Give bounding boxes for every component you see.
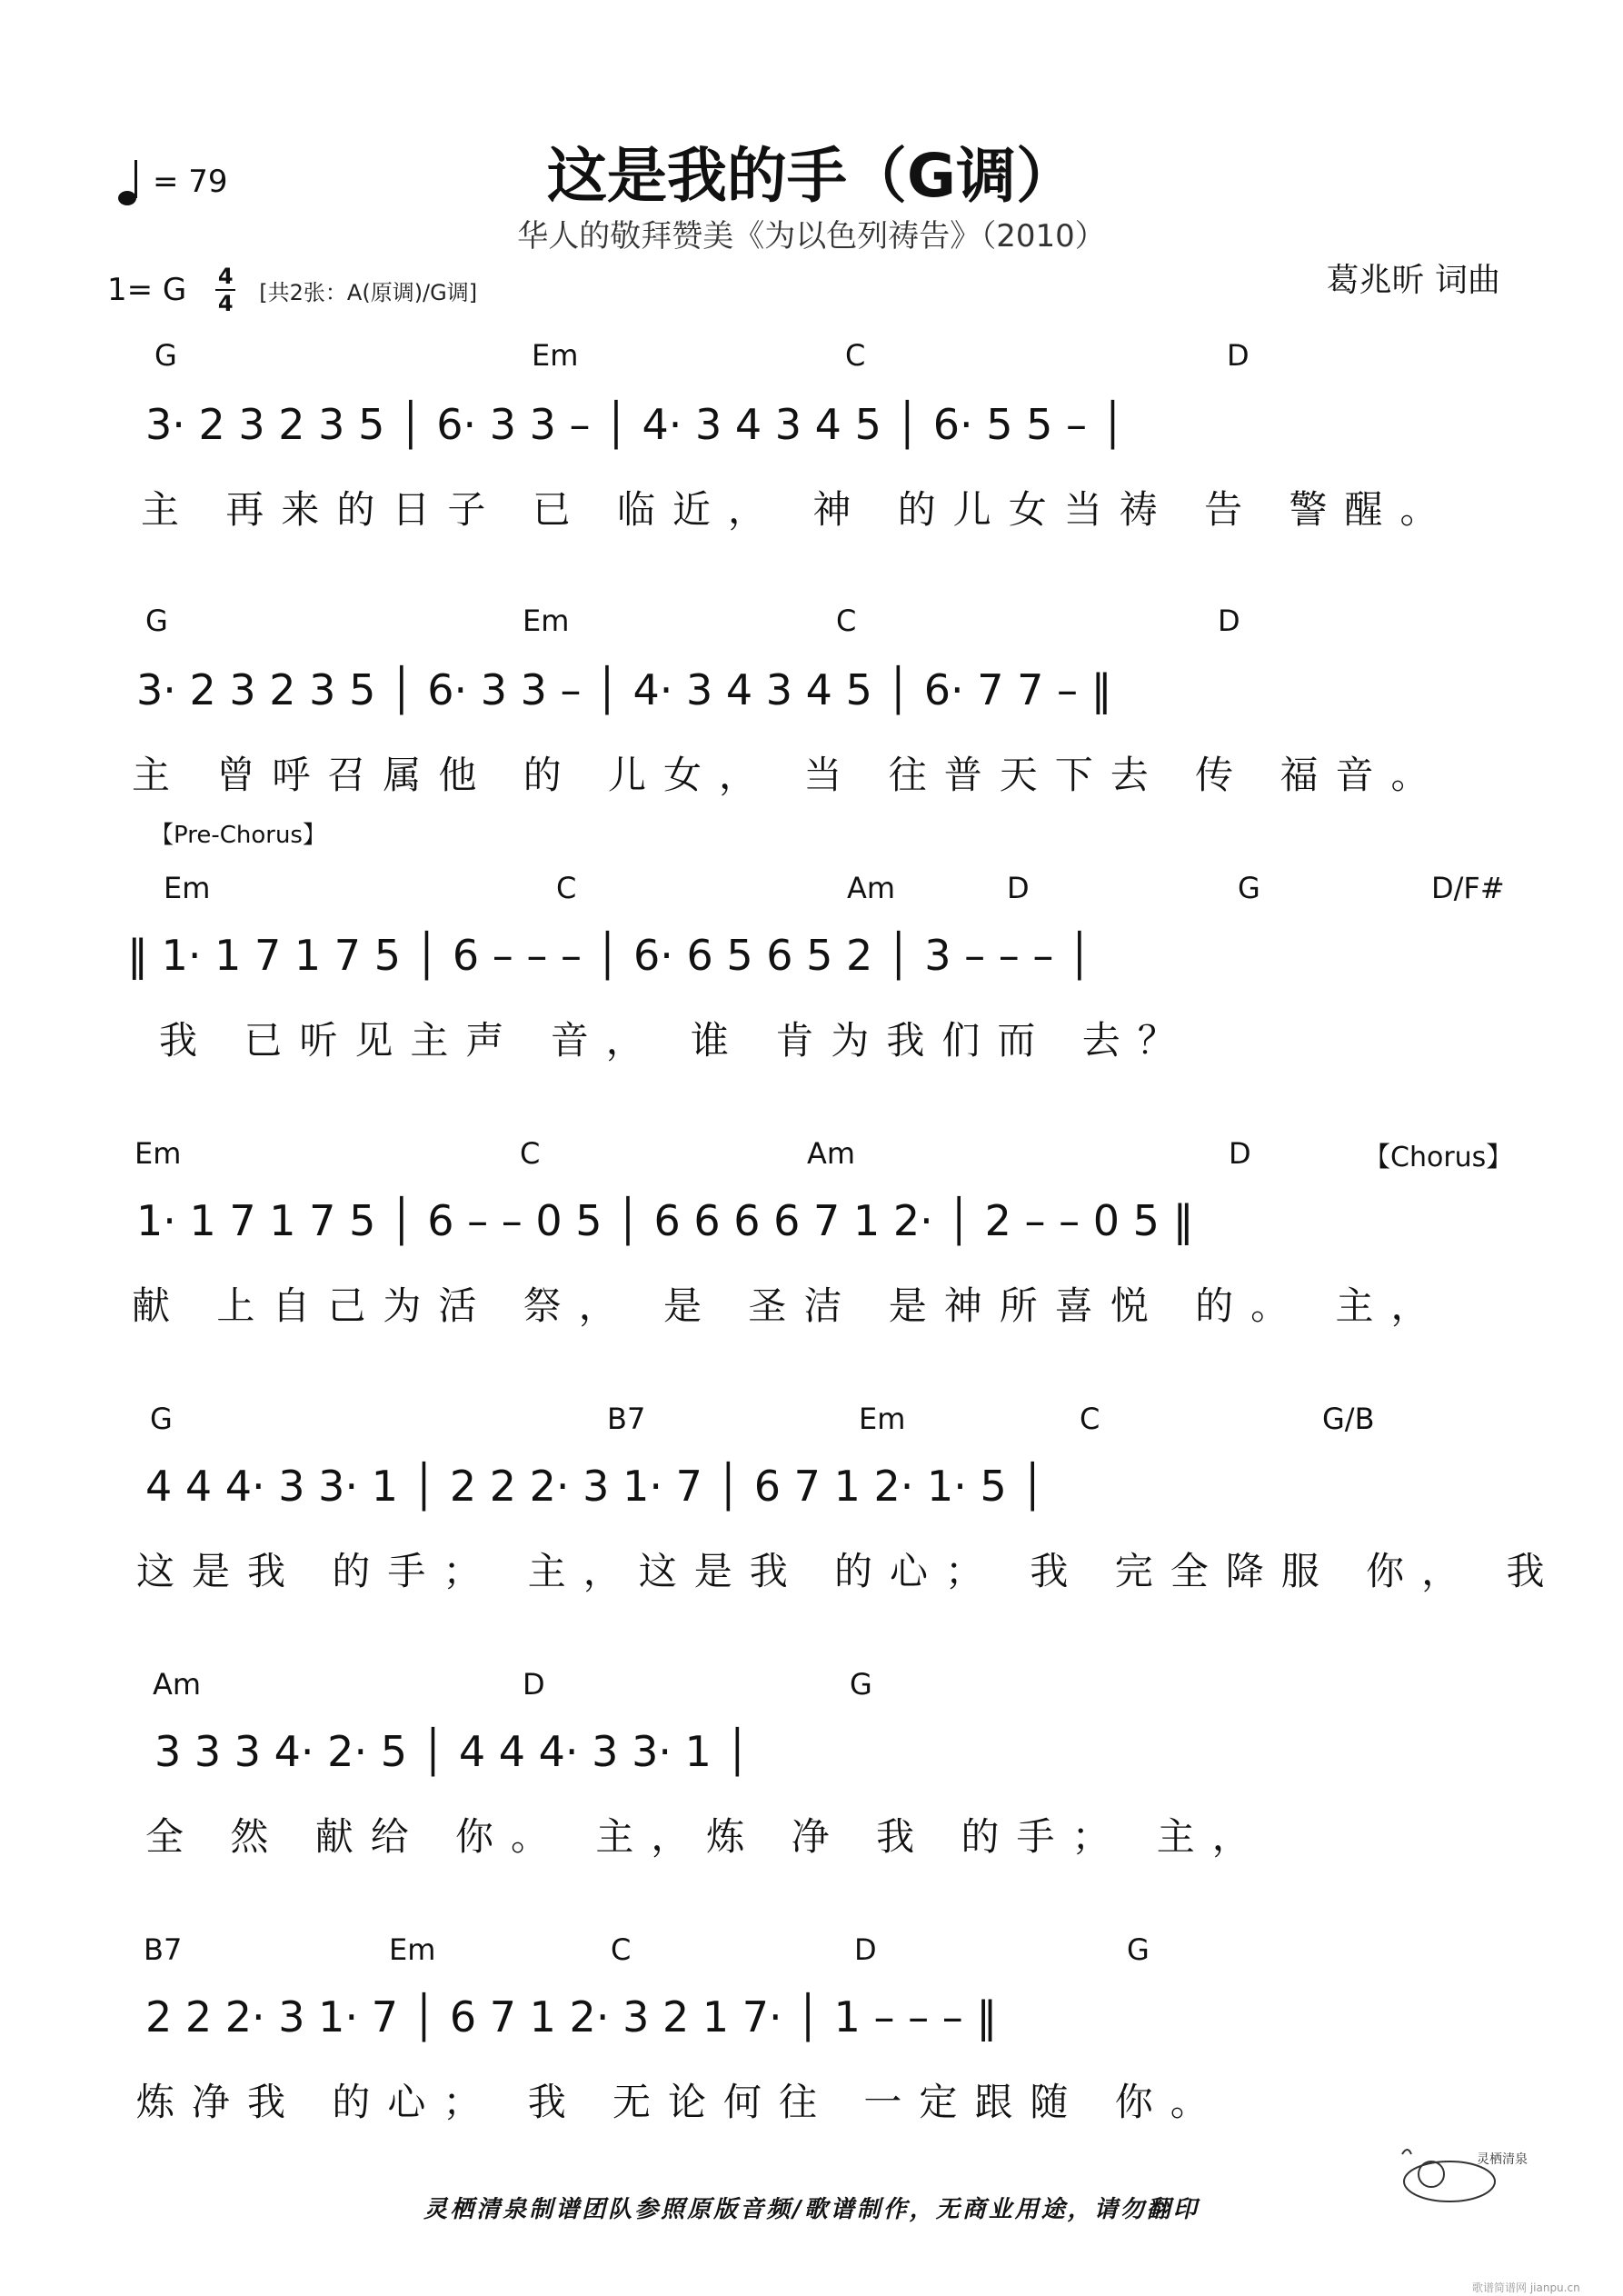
chord: G xyxy=(1238,871,1260,905)
chord: G xyxy=(1127,1932,1150,1967)
chord: C xyxy=(1080,1402,1100,1436)
notation-line: 4 4 4· 3 3· 1 │ 2 2 2· 3 1· 7 │ 6 7 1 2· 1· 5 │ xyxy=(145,1462,1046,1511)
chord: Am xyxy=(807,1136,856,1171)
section-label-chorus: 【Chorus】 xyxy=(1363,1142,1514,1173)
notation-line: 3· 2 3 2 3 5 │ 6· 3 3 – │ 4· 3 4 3 4 5 │ 6· 5 5 – │ xyxy=(145,400,1126,449)
chord: B7 xyxy=(607,1402,646,1436)
chord: Em xyxy=(134,1136,182,1171)
chord: D/F# xyxy=(1431,871,1505,905)
chord: C xyxy=(611,1932,632,1967)
lyric-line: 主 曾呼召属他 的 儿女， 当 往普天下去 传 福音。 xyxy=(132,753,1447,797)
key-signature xyxy=(107,265,477,314)
lyric-line: 主 再来的日子 已 临近， 神 的儿女当祷 告 警醒。 xyxy=(141,487,1456,532)
tempo-value: = 79 xyxy=(153,164,228,200)
time-sig-bottom: 4 xyxy=(217,291,234,316)
chord: Em xyxy=(523,604,570,638)
lyric-line: 我 已听见主声 音， 谁 肯为我们而 去？ xyxy=(159,1018,1193,1063)
chord: Em xyxy=(389,1932,436,1967)
chord: Em xyxy=(859,1402,906,1436)
time-signature xyxy=(215,265,235,314)
lyric-line: 炼净我 的心； 我 无论何往 一定跟随 你。 xyxy=(136,2080,1226,2124)
chord: D xyxy=(1007,871,1030,905)
chord: D xyxy=(854,1932,877,1967)
chord: B7 xyxy=(144,1932,183,1967)
chord: D xyxy=(523,1667,545,1702)
chord: C xyxy=(836,604,857,638)
section-label-pre-chorus: 【Pre-Chorus】 xyxy=(150,822,326,849)
chord: G xyxy=(154,338,177,373)
chord: C xyxy=(845,338,866,373)
key-label: 1= G xyxy=(107,272,187,308)
chord: G xyxy=(150,1402,173,1436)
notation-line: 1· 1 7 1 7 5 │ 6 – – 0 5 │ 6 6 6 6 7 1 2· │ 2 – – 0 5 ‖ xyxy=(136,1196,1194,1245)
lyric-line: 全 然 献给 你。 主，炼 净 我 的手； 主， xyxy=(145,1814,1268,1859)
chord: Am xyxy=(153,1667,202,1702)
page-title: 这是我的手（G调） xyxy=(546,141,1077,211)
quarter-note-icon xyxy=(116,156,144,207)
notation-line: 2 2 2· 3 1· 7 │ 6 7 1 2· 3 2 1 7· │ 1 – – – ‖ xyxy=(145,1992,998,2041)
chord: Em xyxy=(164,871,211,905)
chord: D xyxy=(1227,338,1250,373)
chord: G xyxy=(145,604,168,638)
chord: Em xyxy=(532,338,579,373)
footer-credit: 灵栖清泉制谱团队参照原版音频/歌谱制作，无商业用途，请勿翻印 xyxy=(423,2196,1200,2223)
chord: G/B xyxy=(1322,1402,1375,1436)
time-sig-top: 4 xyxy=(217,264,234,289)
composer: 葛兆昕 词曲 xyxy=(1326,262,1500,299)
lyric-line: 献 上自己为活 祭， 是 圣洁 是神所喜悦 的。 主， xyxy=(132,1283,1447,1328)
chord: C xyxy=(556,871,577,905)
tempo-marking xyxy=(116,156,228,207)
notation-line: 3 3 3 4· 2· 5 │ 4 4 4· 3 3· 1 │ xyxy=(154,1727,751,1776)
logo-text: 灵栖清泉 xyxy=(1477,2152,1528,2167)
key-note: [共2张：A(原调)/G调] xyxy=(259,279,478,305)
chord: D xyxy=(1218,604,1240,638)
chord: Am xyxy=(847,871,896,905)
lyric-line: 这是我 的手； 主，这是我 的心； 我 完全降服 你， 我 xyxy=(136,1549,1562,1593)
chord: G xyxy=(850,1667,872,1702)
notation-line: ‖ 1· 1 7 1 7 5 │ 6 – – – │ 6· 6 5 6 5 2 │ 3 – – – │ xyxy=(127,931,1092,980)
chord: D xyxy=(1229,1136,1251,1171)
subtitle: 华人的敬拜赞美《为以色列祷告》（2010） xyxy=(517,218,1106,255)
chord: C xyxy=(520,1136,541,1171)
watermark: 歌谱简谱网 jianpu.cn xyxy=(1472,2281,1580,2294)
notation-line: 3· 2 3 2 3 5 │ 6· 3 3 – │ 4· 3 4 3 4 5 │ 6· 7 7 – ‖ xyxy=(136,665,1112,714)
